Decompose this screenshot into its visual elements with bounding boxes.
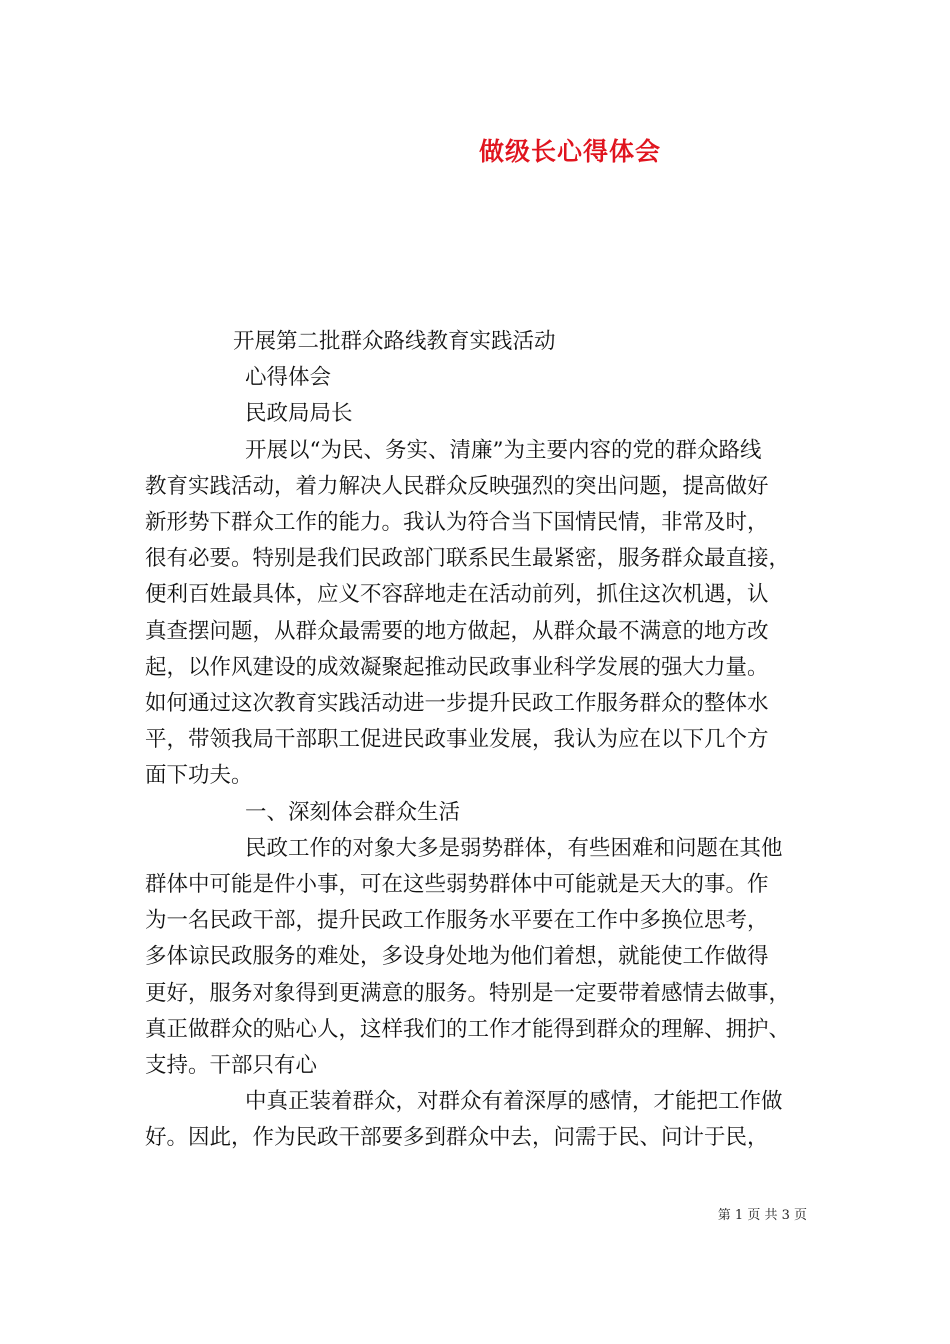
document-body <box>145 324 811 1157</box>
paragraph-line: 多体谅民政服务的难处，多设身处地为他们着想，就能使工作做得 <box>145 944 769 970</box>
paragraph-line: 中真正装着群众，对群众有着深厚的感情，才能把工作做 <box>245 1089 783 1115</box>
paragraph-line: 如何通过这次教育实践活动进一步提升民政工作服务群众的整体水 <box>145 691 769 717</box>
paragraph-line: 真查摆问题，从群众最需要的地方做起，从群众最不满意的地方改 <box>145 618 769 644</box>
paragraph-line: 面下功夫。 <box>145 763 253 789</box>
subtitle-line: 心得体会 <box>245 365 332 391</box>
paragraph-line: 很有必要。特别是我们民政部门联系民生最紧密，服务群众最直接， <box>145 546 791 572</box>
paragraph-line: 开展以“为民、务实、清廉”为主要内容的党的群众路线 <box>245 437 762 463</box>
paragraph-line: 支持。干部只有心 <box>145 1053 318 1079</box>
paragraph-line: 为一名民政干部，提升民政工作服务水平要在工作中多换位思考， <box>145 908 769 934</box>
paragraph-line: 教育实践活动，着力解决人民群众反映强烈的突出问题，提高做好 <box>145 473 769 499</box>
paragraph-line: 新形势下群众工作的能力。我认为符合当下国情民情，非常及时， <box>145 510 769 536</box>
page-number: 第 1 页 共 3 页 <box>717 1208 807 1223</box>
paragraph-line: 民政工作的对象大多是弱势群体，有些困难和问题在其他 <box>245 835 783 861</box>
paragraph-line: 便利百姓最具体，应义不容辞地走在活动前列，抓住这次机遇，认 <box>145 582 769 608</box>
paragraph-line: 好。因此，作为民政干部要多到群众中去，问需于民、问计于民， <box>145 1125 769 1151</box>
paragraph-line: 更好，服务对象得到更满意的服务。特别是一定要带着感情去做事， <box>145 980 791 1006</box>
section-heading: 一、深刻体会群众生活 <box>245 799 461 825</box>
author-line: 民政局局长 <box>245 401 353 427</box>
paragraph-line: 群体中可能是件小事，可在这些弱势群体中可能就是天大的事。作 <box>145 872 769 898</box>
paragraph-line: 真正做群众的贴心人，这样我们的工作才能得到群众的理解、拥护、 <box>145 1016 791 1042</box>
document-title: 做级长心得体会 <box>478 137 661 166</box>
subtitle-line: 开展第二批群众路线教育实践活动 <box>233 329 556 354</box>
paragraph-line: 平，带领我局干部职工促进民政事业发展，我认为应在以下几个方 <box>145 727 769 753</box>
paragraph-line: 起，以作风建设的成效凝聚起推动民政事业科学发展的强大力量。 <box>145 654 769 680</box>
